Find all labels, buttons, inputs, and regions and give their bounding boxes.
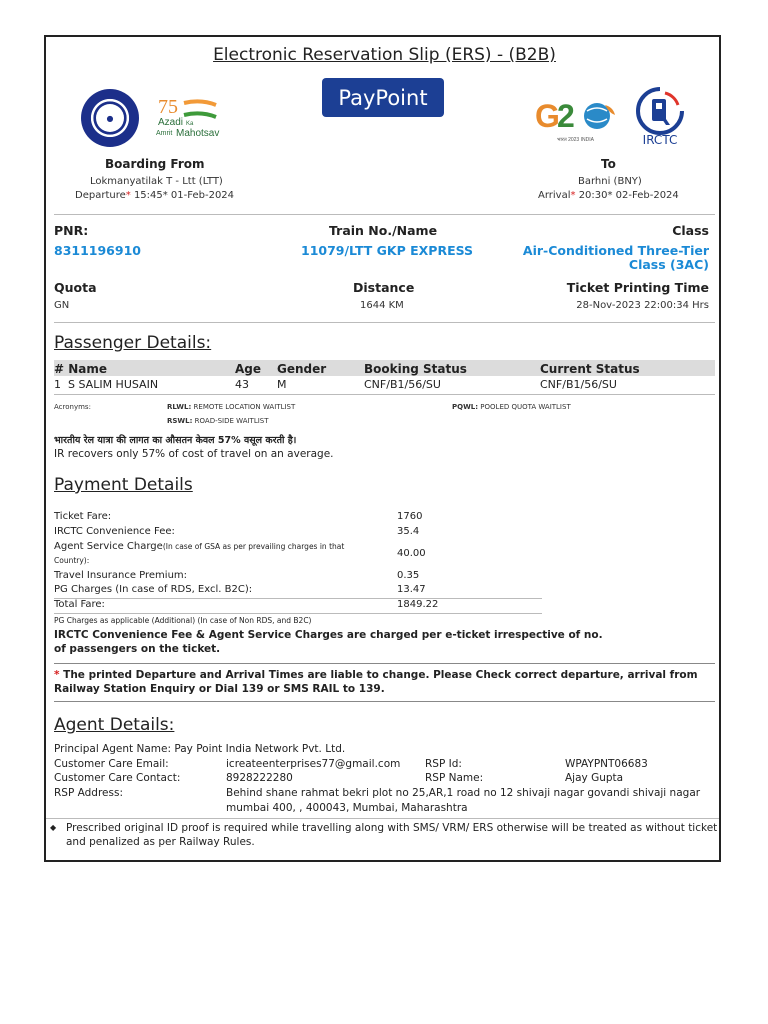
quota-value: GN: [54, 300, 70, 311]
payment-row-value: 1760: [397, 511, 423, 522]
boarding-station: Lokmanyatilak T - Ltt (LTT): [90, 176, 223, 187]
payment-row-value: 0.35: [397, 570, 420, 581]
svg-text:Ka: Ka: [186, 121, 194, 127]
print-time-value: 28-Nov-2023 22:00:34 Hrs: [576, 300, 709, 311]
times-note-line1: * The printed Departure and Arrival Times are liable to change. Please Check correct departure, arrival from: [54, 669, 698, 681]
agent-section-title: Agent Details:: [54, 715, 175, 735]
divider: [54, 613, 542, 614]
g20-logo-icon: [535, 95, 623, 145]
contact-label: Customer Care Contact:: [54, 772, 181, 784]
payment-row-label: Ticket Fare:: [54, 511, 112, 522]
rsp-id-value: WPAYPNT06683: [565, 758, 648, 770]
passenger-current-status: CNF/B1/56/SU: [540, 378, 617, 391]
divider: [54, 394, 715, 395]
rlwl-acronym: RLWL: REMOTE LOCATION WAITLIST: [167, 403, 296, 411]
distance-label: Distance: [353, 280, 415, 295]
divider: [54, 598, 542, 599]
english-cost-note: IR recovers only 57% of cost of travel on an average.: [54, 448, 334, 460]
col-current-status: Current Status: [540, 362, 640, 376]
pg-charges-note: PG Charges as applicable (Additional) (In case of Non RDS, and B2C): [54, 616, 312, 625]
class-value-line2: Class (3AC): [628, 257, 709, 272]
svg-text:Azadi: Azadi: [158, 117, 184, 128]
col-age: Age: [235, 362, 262, 376]
to-label: To: [601, 157, 616, 171]
payment-row-value: 40.00: [397, 548, 426, 559]
rswl-acronym: RSWL: ROAD-SIDE WAITLIST: [167, 417, 269, 425]
print-time-label: Ticket Printing Time: [566, 280, 709, 295]
principal-agent: Principal Agent Name: Pay Point India Network Pvt. Ltd.: [54, 743, 346, 755]
train-label: Train No./Name: [329, 223, 438, 238]
svg-text:Mahotsav: Mahotsav: [176, 128, 220, 139]
class-label: Class: [672, 223, 709, 238]
payment-row-label: PG Charges (In case of RDS, Excl. B2C):: [54, 584, 253, 595]
email-value: icreateenterprises77@gmail.com: [226, 758, 401, 770]
divider: [54, 701, 715, 702]
bullet-icon: ◆: [50, 823, 57, 832]
divider: [54, 663, 715, 664]
address-line1: Behind shane rahmat bekri plot no 25,AR,1 road no 12 shivaji nagar govandi shivaji nagar: [226, 787, 701, 799]
pqwl-acronym: PQWL: POOLED QUOTA WAITLIST: [452, 403, 571, 411]
indian-railways-emblem-icon: ●: [96, 104, 124, 132]
contact-value: 8928222280: [226, 772, 293, 784]
passenger-section-title: Passenger Details:: [54, 333, 212, 353]
svg-text:Amrit: Amrit: [156, 130, 173, 137]
id-proof-note-line1: Prescribed original ID proof is required while travelling along with SMS/ VRM/ ERS otherwise will be treated as without ticket: [66, 822, 718, 834]
acronyms-label: Acronyms:: [54, 403, 91, 411]
col-gender: Gender: [277, 362, 327, 376]
passenger-index: 1: [54, 378, 61, 391]
fee-note-line1: IRCTC Convenience Fee & Agent Service Charges are charged per e-ticket irrespective of no.: [54, 629, 603, 641]
passenger-age: 43: [235, 378, 249, 391]
payment-row-value: 35.4: [397, 526, 420, 537]
passenger-name: S SALIM HUSAIN: [68, 378, 159, 391]
payment-section-title: Payment Details: [54, 475, 193, 495]
hindi-cost-note: भारतीय रेल यात्रा की लागत का औसतन केवल 57% वसूल करती है।: [54, 435, 297, 446]
divider: [54, 214, 715, 215]
svg-text:2: 2: [557, 98, 575, 134]
departure-time: Departure* 15:45* 01-Feb-2024: [75, 190, 235, 201]
divider: [54, 322, 715, 323]
divider: [46, 818, 719, 819]
payment-row-label-cont: Country):: [54, 556, 90, 565]
pnr-value: 8311196910: [54, 243, 141, 258]
payment-row-value: 13.47: [397, 584, 426, 595]
paypoint-logo: PayPoint: [322, 78, 444, 117]
payment-row-label: Agent Service Charge(In case of GSA as per prevailing charges in that: [54, 541, 345, 552]
rsp-name-label: RSP Name:: [425, 772, 484, 784]
payment-total-value: 1849.22: [397, 599, 439, 610]
passenger-booking-status: CNF/B1/56/SU: [364, 378, 441, 391]
irctc-logo-text: IRCTC: [642, 133, 678, 147]
col-name: # Name: [54, 362, 108, 376]
payment-row-label: Travel Insurance Premium:: [54, 570, 188, 581]
boarding-label: Boarding From: [105, 157, 205, 171]
payment-total-label: Total Fare:: [54, 599, 105, 610]
rsp-name-value: Ajay Gupta: [565, 772, 624, 784]
rsp-id-label: RSP Id:: [425, 758, 462, 770]
id-proof-note-line2: and penalized as per Railway Rules.: [66, 836, 255, 848]
document-title: Electronic Reservation Slip (ERS) - (B2B): [213, 45, 556, 65]
col-booking-status: Booking Status: [364, 362, 467, 376]
class-value-line1: Air-Conditioned Three-Tier: [522, 243, 709, 258]
address-label: RSP Address:: [54, 787, 123, 799]
email-label: Customer Care Email:: [54, 758, 169, 770]
to-station: Barhni (BNY): [578, 176, 642, 187]
train-value: 11079/LTT GKP EXPRESS: [301, 243, 474, 258]
fee-note-line2: of passengers on the ticket.: [54, 643, 221, 655]
times-note-line2: Railway Station Enquiry or Dial 139 or SMS RAIL to 139.: [54, 683, 385, 695]
svg-text:भारत 2023 INDIA: भारत 2023 INDIA: [557, 137, 594, 143]
distance-value: 1644 KM: [360, 300, 404, 311]
address-line2: mumbai 400, , 400043, Mumbai, Maharashtra: [226, 802, 468, 814]
pnr-label: PNR:: [54, 223, 89, 238]
svg-text:75: 75: [158, 96, 178, 118]
quota-label: Quota: [54, 280, 97, 295]
ers-document: [44, 35, 721, 862]
svg-text:G: G: [535, 98, 560, 134]
passenger-gender: M: [277, 378, 287, 391]
arrival-time: Arrival* 20:30* 02-Feb-2024: [538, 190, 679, 201]
payment-row-label: IRCTC Convenience Fee:: [54, 526, 175, 537]
azadi-ka-amrit-mahotsav-logo-icon: [156, 95, 236, 143]
